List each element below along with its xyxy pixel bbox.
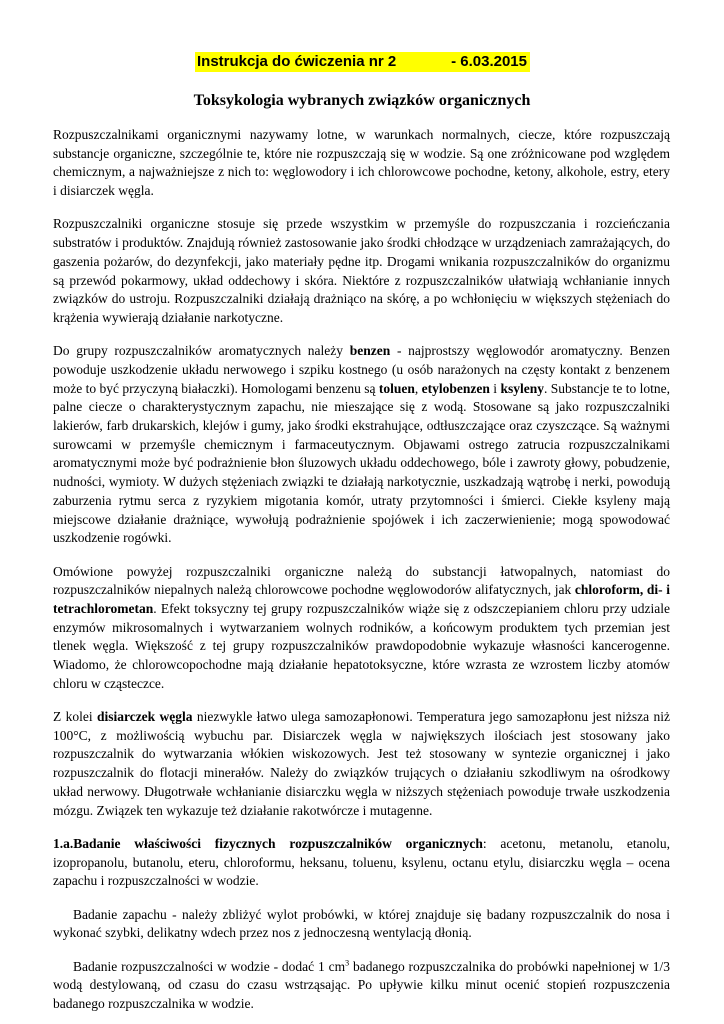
paragraph-3-text-c: , [414, 380, 422, 396]
term-disiarczek: disiarczek węgla [96, 709, 193, 725]
paragraph-3-text-a: Do grupy rozpuszczalników aromatycznych należy [53, 343, 350, 359]
paragraph-4-text-b: . Efekt toksyczny tej grupy rozpuszczalników wiąże się z odszczepianiem chloru przy udziale enzymów mikrosomalnych i wytwarzaniem wolnych rodników, a końcowym produktem tych przemian jest tlenek węgla. Większość z tej grupy rozpuszczalników prawdopodobnie wykazuje własności kancerogenne. Wiadomo, że chlorowcopochodne mają działanie hepatotoksyczne, które wzrasta ze wzrostem liczby atomów chloru w cząsteczce. [53, 600, 670, 691]
paragraph-3-text-e: . Substancje te to lotne, palne ciecze o charakterystycznym zapachu, nie mieszające się z wodą. Stosowane są jako rozpuszczalniki lakierów, farb drukarskich, klejów i gumy, jako środki ekstrahujące, odtłuszczające oraz czyszczące. Są ważnymi surowcami w przemyśle chemicznym i farmaceutycznym. Objawami ostrego zatrucia rozpuszczalnikami aromatycznymi może być podrażnienie błon śluzowych układu oddechowego, bóle i zawroty głowy, pobudzenie, nudności, wymioty. W dużych stężeniach związki te działają narkotycznie, uszkadzają wątrobę i nerki, powodują zaburzenia rytmu serca z ryzykiem migotania komór, utraty przytomności i śmierci. Ciekłe ksyleny mają miejscowe działanie drażniące, wywołują podrażnienie spojówek i ich zaczerwienienie; mogą spowodować uszkodzenie rogówki. [53, 380, 670, 546]
header-date: - 6.03.2015 [451, 53, 527, 70]
paragraph-3-text-b: - najprostszy węglowodór aromatyczny. Benzen powoduje uszkodzenie układu nerwowego i szpiku kostnego (u osób narażonych na częsty kontakt z benzenem może to być przyczyną białaczki). Homologami benzenu są [53, 343, 670, 396]
paragraph-2: Rozpuszczalniki organiczne stosuje się przede wszystkim w przemyśle do rozpuszczania i rozcieńczania substratów i produktów. Znajdują również zastosowanie jako środki chłodzące w urządzeniach zamrażających, do gaszenia pożarów, do dezynfekcji, jako materiały pędne itp. Drogami wnikania rozpuszczalników do organizmu są przewód pokarmowy, układ oddechowy i skóra. Niektóre z rozpuszczalników ułatwiają wchłanianie innych związków do ustroju. Rozpuszczalniki działają drażniąco na skórę, a po wchłonięciu w większych stężeniach do krążenia wywierają działanie narkotyczne. [53, 216, 670, 325]
document-body [53, 126, 670, 1014]
paragraph-8 [53, 958, 670, 1014]
paragraph-4-text-a: Omówione powyżej rozpuszczalniki organiczne należą do substancji łatwopalnych, natomiast do rozpuszczalników niepalnych należą chlorowcowe pochodne węglowodorów alifatycznych, jak [53, 563, 670, 598]
document-title: Toksykologia wybranych związków organicznych [193, 92, 531, 109]
section-heading-1a: 1.a.Badanie właściwości fizycznych rozpuszczalników organicznych [53, 835, 483, 851]
paragraph-8-text-b: badanego rozpuszczalnika do probówki napełnionej w 1/3 wodą destylowaną, od czasu do czasu wstrząsając. Po upływie kilku minut ocenić stopień rozpuszczenia badanego rozpuszczalnika w wodzie. [53, 958, 670, 1011]
paragraph-1: Rozpuszczalnikami organicznymi nazywamy lotne, w warunkach normalnych, ciecze, które rozpuszczają substancje organiczne, szczególnie te, które nie rozpuszczają się w wodzie. Są one zróżnicowane pod względem chemicznym, a najważniejsze z nich to: węglowodory i ich chlorowcowe pochodne, ketony, alkohole, estry, etery i disiarczek węgla. [53, 127, 670, 199]
term-benzen: benzen [349, 343, 391, 359]
paragraph-6 [53, 835, 670, 891]
paragraph-3-text-d: i [489, 380, 501, 396]
paragraph-4 [53, 563, 670, 694]
paragraph-5-text-b: niezwykle łatwo ulega samozapłonowi. Temperatura jego samozapłonu jest niższa niż 100°C, z możliwością wybuchu par. Disiarczek węgla w największych ilościach jest stosowany jako rozpuszczalnik do wytwarzania włókien wiskozowych. Jest też stosowany w syntezie organicznej i jako rozpuszczalnik do flotacji minerałów. Należy do związków trujących o działaniu szkodliwym na ośrodkowy układ nerwowy. Długotrwałe wchłanianie disiarczku węgla w niższych stężeniach powoduje trwałe uszkodzenia mózgu. Związek ten wykazuje też działanie rakotwórcze i mutagenne. [53, 709, 670, 818]
header-title: Instrukcja do ćwiczenia nr 2 [197, 53, 397, 70]
term-etylobenzen: etylobenzen [421, 380, 490, 396]
paragraph-5 [53, 708, 670, 820]
paragraph-3 [53, 342, 670, 548]
term-chloroform: chloroform, di- i tetrachlorometan [53, 582, 670, 616]
paragraph-7: Badanie zapachu - należy zbliżyć wylot probówki, w której znajduje się badany rozpuszczalnik do nosa i wykonać szybki, delikatny wdech przez nos z jednoczesną wentylacją dłonią. [53, 906, 670, 941]
paragraph-8-text-a: Badanie rozpuszczalności w wodzie - dodać 1 cm [73, 958, 346, 974]
header-highlight [195, 52, 530, 72]
superscript-3: 3 [345, 958, 350, 968]
paragraph-6-text: : acetonu, metanolu, etanolu, izopropanolu, butanolu, eteru, chloroformu, heksanu, toluenu, ksylenu, octanu etylu, disiarczku węgla – ocena zapachu i rozpuszczalności w wodzie. [53, 835, 670, 889]
term-ksyleny: ksyleny [500, 380, 544, 396]
paragraph-5-text-a: Z kolei [53, 709, 97, 725]
term-toluen: toluen [378, 380, 415, 396]
